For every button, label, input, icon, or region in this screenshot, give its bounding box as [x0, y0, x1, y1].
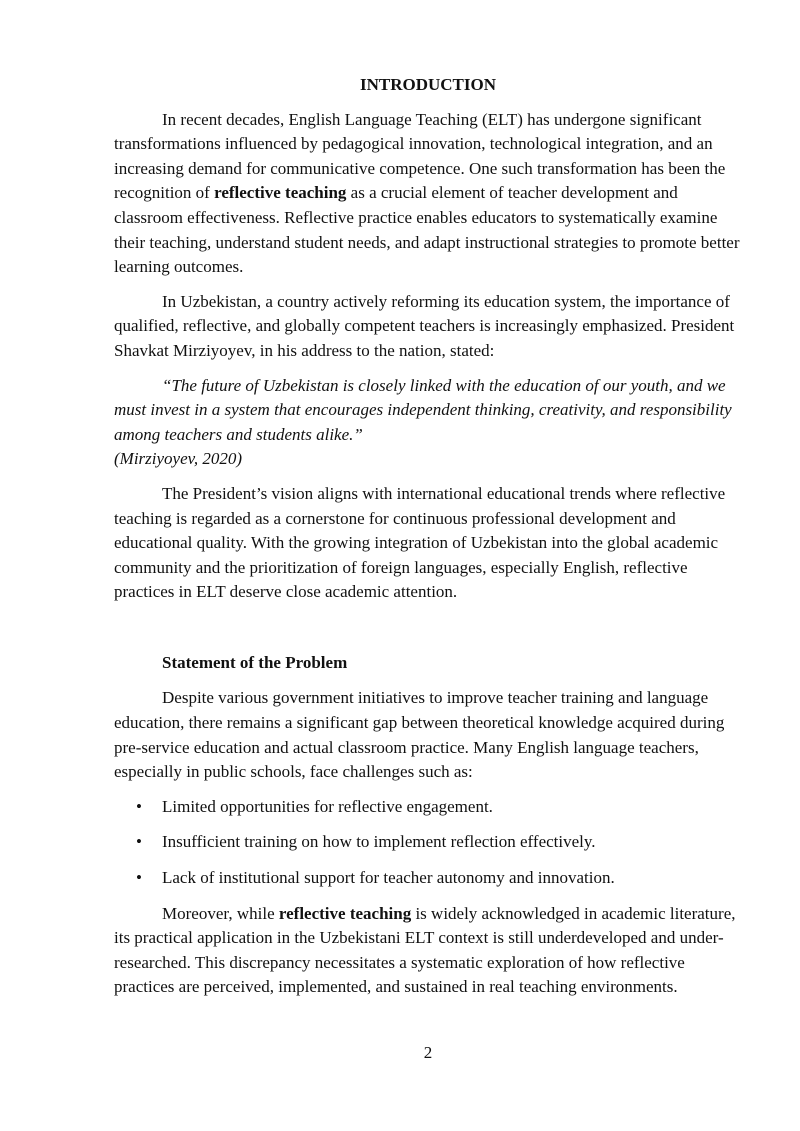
problem-heading: Statement of the Problem — [162, 652, 348, 672]
quote-citation: (Mirziyoyev, 2020) — [114, 449, 243, 469]
problem-p2-text-after: is widely acknowledged in academic literature, its practical application in the Uzbekistani ELT context is still underdeveloped and under-researched. This discrepancy necessitates a systematic exploration of how reflective practices are perceived, implemented, and sustained in real teaching environments. — [114, 903, 736, 997]
quote-text: “The future of Uzbekistan is closely linked with the education of our youth, and we must invest in a system that encourages independent thinking, creativity, and responsibility among teachers and students alike.” — [114, 375, 732, 444]
intro-p1-text-after: as a crucial element of teacher development and classroom effectiveness. Reflective practice enables educators to systematically examine their teaching, understand student needs, and adapt instructional strategies to promote better learning outcomes. — [114, 183, 740, 277]
document-page — [114, 73, 742, 1010]
problem-paragraph-2 — [114, 902, 742, 1000]
page-number: 2 — [423, 1043, 433, 1062]
list-item-text: Insufficient training on how to implement reflection effectively. — [162, 832, 596, 852]
problem-p2-text-before: Moreover, while — [162, 903, 279, 923]
intro-paragraph-2: In Uzbekistan, a country actively reforming its education system, the importance of qualified, reflective, and globally competent teachers is increasingly emphasized. President Shavkat Mirziyoyev, in his address to the nation, stated: — [114, 291, 735, 360]
list-item — [114, 866, 742, 891]
challenges-list — [114, 795, 742, 891]
problem-p2-bold-term: reflective teaching — [278, 903, 412, 923]
list-item — [114, 830, 742, 855]
intro-paragraph-1 — [114, 108, 742, 280]
list-item — [114, 795, 742, 820]
bullet-icon: • — [136, 832, 142, 852]
list-item-text: Lack of institutional support for teacher autonomy and innovation. — [162, 868, 615, 888]
bullet-icon: • — [136, 796, 142, 816]
section-title: INTRODUCTION — [359, 75, 497, 94]
intro-p1-text-before: In recent decades, English Language Teaching (ELT) has undergone significant transformations influenced by pedagogical innovation, technological integration, and an increasing demand for communicative competence. One such transformation has been the recognition of — [114, 109, 726, 203]
problem-paragraph-1: Despite various government initiatives to improve teacher training and language education, there remains a significant gap between theoretical knowledge acquired during pre-service education and actual classroom practice. Many English language teachers, especially in public schools, face challenges such as: — [114, 688, 725, 782]
list-item-text: Limited opportunities for reflective engagement. — [162, 796, 493, 816]
intro-paragraph-3: The President’s vision aligns with international educational trends where reflective teaching is regarded as a cornerstone for continuous professional development and educational quality. With the growing integration of Uzbekistan into the global academic community and the prioritization of foreign languages, especially English, reflective practices in ELT deserve close academic attention. — [114, 483, 726, 602]
intro-p1-bold-term: reflective teaching — [214, 183, 347, 203]
president-quote — [114, 374, 742, 472]
bullet-icon: • — [136, 868, 142, 888]
